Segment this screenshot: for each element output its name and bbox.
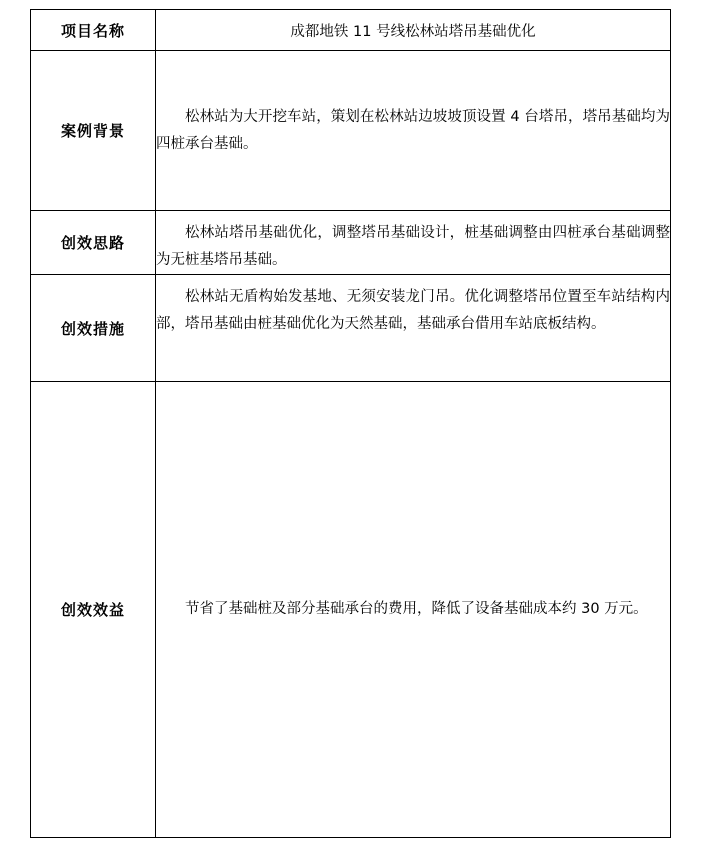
value-case-background: 松林站为大开挖车站，策划在松林站边坡坡顶设置 4 台塔吊，塔吊基础均为四桩承台基础。 [156,51,671,211]
label-value-benefit: 创效效益 [31,382,156,838]
value-value-measures: 松林站无盾构始发基地、无须安装龙门吊。优化调整塔吊位置至车站结构内部，塔吊基础由桩基础优化为天然基础，基础承台借用车站底板结构。 [156,275,671,382]
row-value-benefit [31,382,671,838]
value-value-idea: 松林站塔吊基础优化，调整塔吊基础设计，桩基础调整由四桩承台基础调整为无桩基塔吊基础。 [156,211,671,275]
row-case-background [31,51,671,211]
row-value-measures [31,275,671,382]
value-value-benefit: 节省了基础桩及部分基础承台的费用，降低了设备基础成本约 30 万元。 [156,382,671,838]
label-project-name: 项目名称 [31,10,156,51]
row-project-name [31,10,671,51]
row-value-idea [31,211,671,275]
case-table [30,9,671,838]
label-case-background: 案例背景 [31,51,156,211]
label-value-idea: 创效思路 [31,211,156,275]
value-project-name: 成都地铁 11 号线松林站塔吊基础优化 [156,10,671,51]
label-value-measures: 创效措施 [31,275,156,382]
